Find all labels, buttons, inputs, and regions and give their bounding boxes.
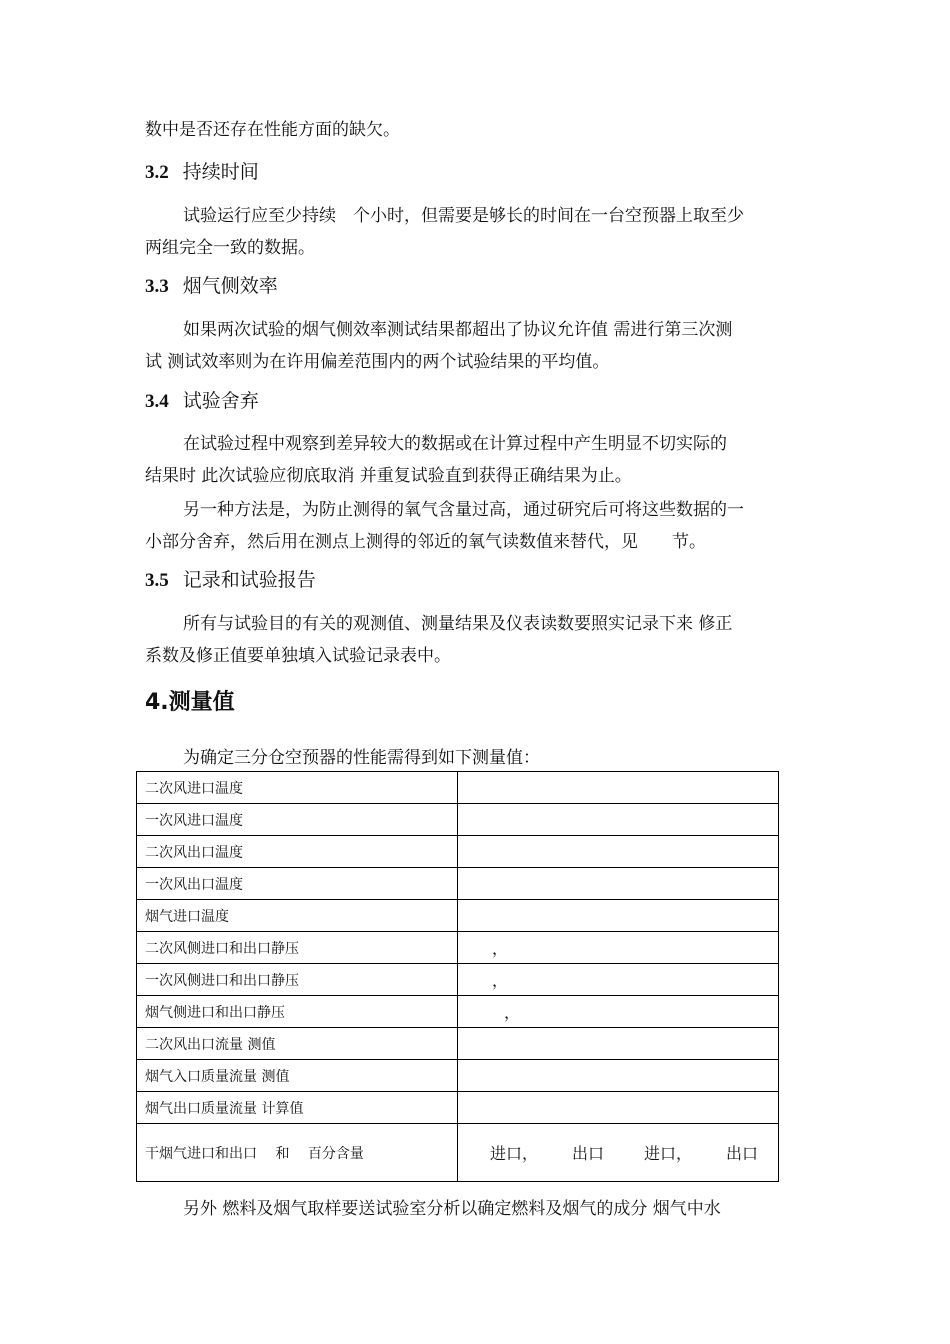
section-heading-3-2 [145,157,259,184]
section-title: 烟气侧效率 [182,275,278,297]
inlet-label: 进口， [490,1144,539,1163]
row-value [458,1028,779,1060]
section-title: 试验舍弃 [182,390,259,412]
section-heading-3-5 [145,565,316,592]
table-row [137,1092,779,1124]
paragraph-continuation: 数中是否还存在性能方面的缺欠。 [145,120,400,140]
section-number: 3.4 [145,391,169,412]
table-row [137,932,779,964]
paragraph-line: 小部分舍弃，然后用在测点上测得的邻近的氧气读数值来替代，见 节。 [145,532,706,552]
row-label: 二次风进口温度 [137,772,458,804]
row-value [458,836,779,868]
outlet-label: 出口 [726,1144,759,1163]
paragraph-line: 在试验过程中观察到差异较大的数据或在计算过程中产生明显不切实际的 [183,434,727,454]
table-row [137,996,779,1028]
measurement-table [136,771,779,1182]
table-row [137,804,779,836]
paragraph-line: 两组完全一致的数据。 [145,238,315,258]
row-value [458,1124,779,1182]
row-label: 烟气出口质量流量 计算值 [137,1092,458,1124]
row-label: 一次风侧进口和出口静压 [137,964,458,996]
row-label: 干烟气进口和出口 和 百分含量 [137,1124,458,1182]
table-row [137,1060,779,1092]
row-label: 烟气入口质量流量 测值 [137,1060,458,1092]
row-label: 烟气进口温度 [137,900,458,932]
row-value: ， [458,932,779,964]
inlet-label: 进口， [644,1144,693,1163]
row-value [458,1092,779,1124]
paragraph-line: 试验运行应至少持续 个小时，但需要是够长的时间在一台空预器上取至少 [183,206,744,226]
section-number: 3.5 [145,570,169,591]
row-label: 二次风侧进口和出口静压 [137,932,458,964]
row-label: 一次风出口温度 [137,868,458,900]
row-label: 二次风出口温度 [137,836,458,868]
paragraph-line: 如果两次试验的烟气侧效率测试结果都超出了协议允许值 需进行第三次测 [183,320,733,340]
table-row [137,1124,779,1182]
table-row [137,772,779,804]
table-row [137,1028,779,1060]
row-label: 一次风进口温度 [137,804,458,836]
row-value [458,868,779,900]
section-title: 记录和试验报告 [182,569,316,591]
paragraph-line: 结果时 此次试验应彻底取消 并重复试验直到获得正确结果为止。 [145,466,632,486]
table-row [137,836,779,868]
section-heading-3-4 [145,386,259,413]
row-value: ， [458,996,779,1028]
section-title: 持续时间 [182,161,259,183]
row-value [458,804,779,836]
paragraph-line: 另一种方法是，为防止测得的氧气含量过高，通过研究后可将这些数据的一 [183,500,744,520]
row-value [458,772,779,804]
row-value: ， [458,964,779,996]
paragraph-line: 系数及修正值要单独填入试验记录表中。 [145,646,451,666]
section-heading-3-3 [145,271,278,298]
paragraph-line: 所有与试验目的有关的观测值、测量结果及仪表读数要照实记录下来 修正 [183,614,733,634]
section-heading-4: 4.测量值 [145,690,235,715]
section-number: 3.2 [145,162,169,183]
table-row [137,900,779,932]
row-label: 烟气侧进口和出口静压 [137,996,458,1028]
row-label: 二次风出口流量 测值 [137,1028,458,1060]
table-intro: 为确定三分仓空预器的性能需得到如下测量值： [183,748,540,768]
table-row [137,964,779,996]
row-value [458,900,779,932]
section-number: 3.3 [145,276,169,297]
paragraph-line: 试 测试效率则为在许用偏差范围内的两个试验结果的平均值。 [145,352,610,372]
row-value [458,1060,779,1092]
table-row [137,868,779,900]
paragraph-line: 另外 燃料及烟气取样要送试验室分析以确定燃料及烟气的成分 烟气中水 [183,1199,721,1219]
outlet-label: 出口 [572,1144,605,1163]
